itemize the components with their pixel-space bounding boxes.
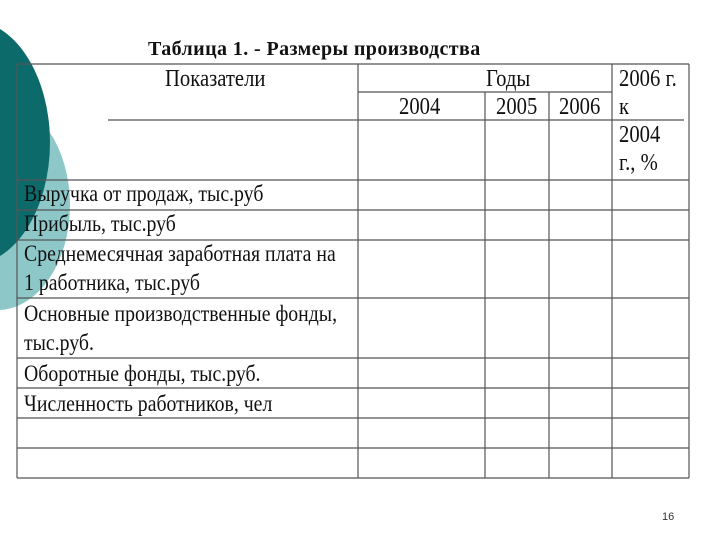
row-label-salary-line-1: Среднемесячная заработная плата на [24, 241, 336, 266]
header-ratio-line-2: к [619, 94, 630, 120]
row-label-fixed-assets-line-1: Основные производственные фонды, [24, 301, 338, 326]
header-year-2004: 2004 [399, 94, 441, 120]
row-label-headcount: Численность работников, чел [24, 391, 273, 416]
row-label-salary-line-2: 1 работника, тыс.руб [24, 270, 200, 295]
header-ratio-line-3: 2004 [619, 122, 661, 148]
header-ratio-line-4: г., % [619, 150, 658, 176]
header-year-2005: 2005 [496, 94, 538, 120]
row-label-working-capital: Оборотные фонды, тыс.руб. [24, 361, 261, 386]
header-year-2006: 2006 [559, 94, 601, 120]
row-label-profit: Прибыль, тыс.руб [24, 211, 176, 236]
row-label-revenue: Выручка от продаж, тыс.руб [24, 181, 264, 206]
header-ratio-line-1: 2006 г. [619, 66, 677, 92]
row-label-fixed-assets-line-2: тыс.руб. [24, 330, 94, 355]
table-title: Таблица 1. - Размеры производства [148, 38, 481, 60]
header-indicator: Показатели [165, 66, 266, 92]
header-years: Годы [486, 66, 531, 92]
page-number: 16 [662, 511, 675, 523]
